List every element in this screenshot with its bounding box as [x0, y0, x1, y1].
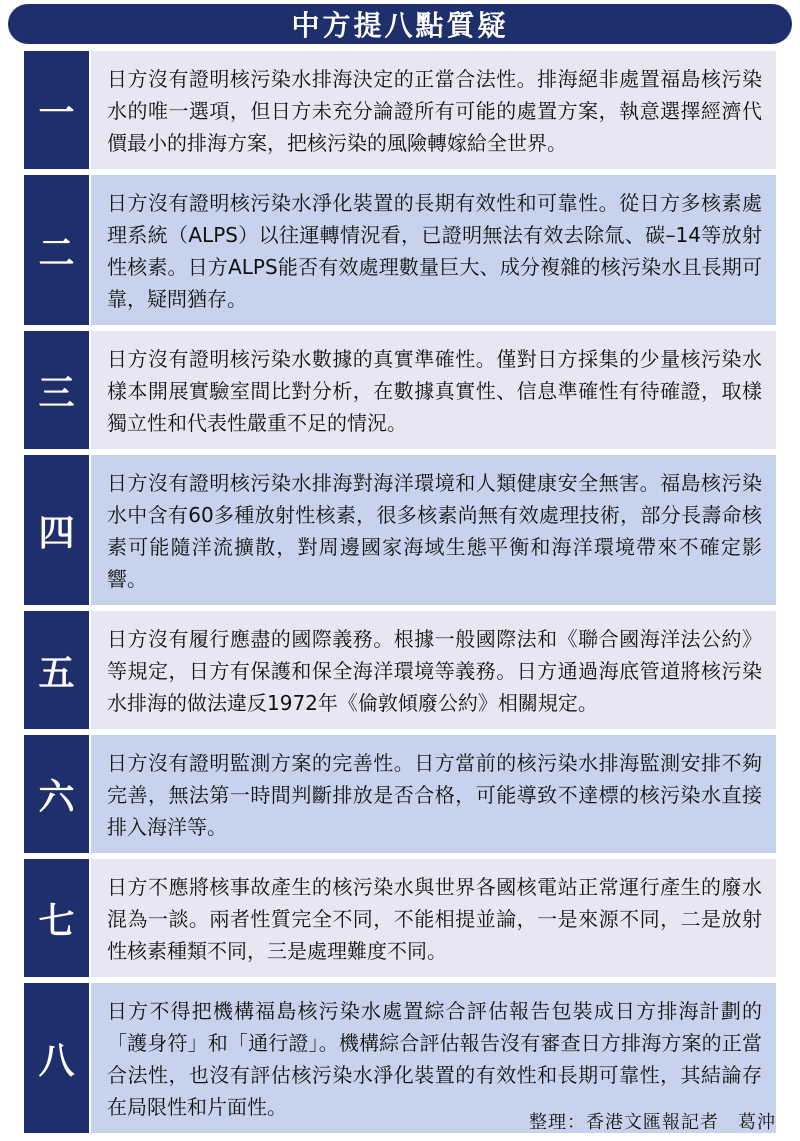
point-number: 六 — [24, 735, 89, 853]
point-row-2 — [24, 175, 776, 325]
point-number: 五 — [24, 611, 89, 729]
point-row-3 — [24, 331, 776, 449]
points-list — [24, 51, 776, 1139]
point-text: 日方沒有證明核污染水淨化裝置的長期有效性和可靠性。從日方多核素處理系統（ALPS）以往運轉情況看，已證明無法有效去除氚、碳–14等放射性核素。日方ALPS能否有效處理數量巨大、成分複雜的核污染水且長期可靠，疑問猶存。 — [91, 175, 776, 325]
point-row-1 — [24, 51, 776, 169]
point-text: 日方沒有履行應盡的國際義務。根據一般國際法和《聯合國海洋法公約》等規定，日方有保護和保全海洋環境等義務。日方通過海底管道將核污染水排海的做法違反1972年《倫敦傾廢公約》相關規定。 — [91, 611, 776, 729]
point-row-4 — [24, 455, 776, 605]
page-title: 中方提八點質疑 — [291, 9, 509, 42]
point-number: 三 — [24, 331, 89, 449]
point-text: 日方沒有證明核污染水排海對海洋環境和人類健康安全無害。福島核污染水中含有60多種放射性核素，很多核素尚無有效處理技術，部分長壽命核素可能隨洋流擴散，對周邊國家海域生態平衡和海洋環境帶來不確定影響。 — [91, 455, 776, 605]
point-row-5 — [24, 611, 776, 729]
point-number: 七 — [24, 859, 89, 977]
point-text: 日方沒有證明監測方案的完善性。日方當前的核污染水排海監測安排不夠完善，無法第一時間判斷排放是否合格，可能導致不達標的核污染水直接排入海洋等。 — [91, 735, 776, 853]
point-text: 日方不得把機構福島核污染水處置綜合評估報告包裝成日方排海計劃的「護身符」和「通行證」。機構綜合評估報告沒有審查日方排海方案的正當合法性，也沒有評估核污染水淨化裝置的有效性和長期可靠性，其結論存在局限性和片面性。 — [91, 983, 776, 1133]
point-number: 八 — [24, 983, 89, 1133]
point-row-6 — [24, 735, 776, 853]
point-row-7 — [24, 859, 776, 977]
point-number: 二 — [24, 175, 89, 325]
point-number: 一 — [24, 51, 89, 169]
credit-line: 整理：香港文匯報記者 葛沖 — [529, 1112, 776, 1133]
point-text: 日方沒有證明核污染水排海決定的正當合法性。排海絕非處置福島核污染水的唯一選項，但日方未充分論證所有可能的處置方案，執意選擇經濟代價最小的排海方案，把核污染的風險轉嫁給全世界。 — [91, 51, 776, 169]
title-banner — [8, 4, 792, 44]
point-number: 四 — [24, 455, 89, 605]
point-text: 日方不應將核事故產生的核污染水與世界各國核電站正常運行產生的廢水混為一談。兩者性質完全不同，不能相提並論，一是來源不同，二是放射性核素種類不同，三是處理難度不同。 — [91, 859, 776, 977]
point-text: 日方沒有證明核污染水數據的真實準確性。僅對日方採集的少量核污染水樣本開展實驗室間比對分析，在數據真實性、信息準確性有待確證，取樣獨立性和代表性嚴重不足的情況。 — [91, 331, 776, 449]
